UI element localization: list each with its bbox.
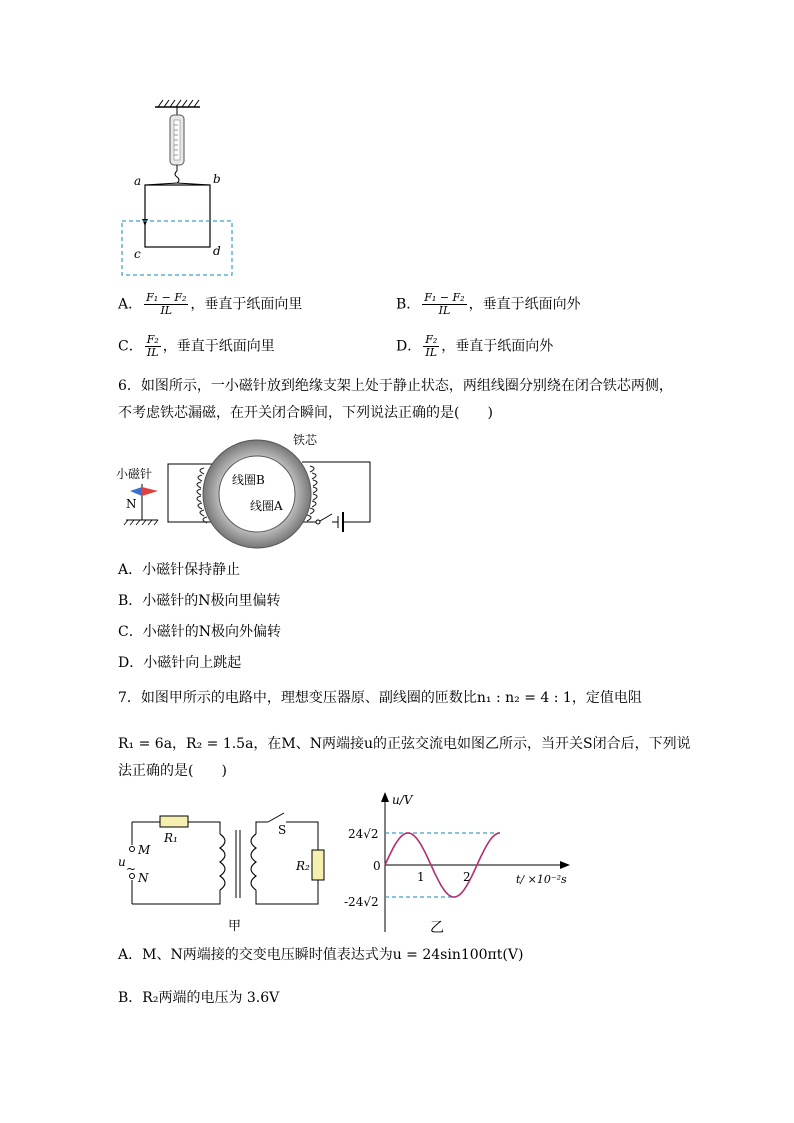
- q5-option-b[interactable]: B． $\frac{\text{F₁ − F₂}}{IL}$ ，垂直于纸面向外: [396, 291, 581, 317]
- q5-option-d[interactable]: D． $\frac{\text{F₂}}{IL}$ ，垂直于纸面向外: [396, 333, 554, 359]
- q5-option-c[interactable]: C． $\frac{\text{F₂}}{IL}$ ，垂直于纸面向里: [118, 333, 275, 359]
- x-tick-1: 1: [417, 870, 425, 884]
- label-r1: R₁: [164, 831, 178, 845]
- q6-figure: [112, 428, 382, 550]
- q6-option-a[interactable]: A．小磁针保持静止: [118, 562, 241, 578]
- label-c: c: [134, 247, 141, 261]
- label-n-terminal: N: [138, 871, 149, 885]
- y-tick-zero: 0: [373, 859, 381, 873]
- q7-graph: [330, 790, 580, 940]
- label-needle: 小磁针: [116, 467, 153, 481]
- q6-stem-line2: 不考虑铁芯漏磁，在开关闭合瞬间，下列说法正确的是( ): [118, 405, 493, 421]
- caption-jia: 甲: [228, 919, 242, 934]
- q6-option-b[interactable]: B．小磁针的N极向里偏转: [118, 593, 281, 609]
- label-s: S: [278, 823, 287, 837]
- caption-yi: 乙: [430, 920, 444, 936]
- q7-stem-line3: 法正确的是( ): [118, 763, 227, 779]
- q7-stem-line1: 7．如图甲所示的电路中，理想变压器原、副线圈的匝数比n₁ : n₂ = 4 : 1，定值电阻: [118, 690, 642, 706]
- label-r2: R₂: [296, 859, 310, 873]
- label-m: M: [138, 843, 151, 857]
- fraction: $\frac{\text{F₂}}{IL}$: [425, 333, 438, 359]
- y-axis-label: u/V: [392, 793, 413, 807]
- label-u: u: [118, 855, 126, 869]
- label-n: N: [126, 497, 137, 511]
- label-tilde: ~: [126, 862, 137, 876]
- label-b: b: [213, 172, 221, 186]
- q6-option-c[interactable]: C．小磁针的N极向外偏转: [118, 624, 281, 640]
- q7-stem-line2: R₁ = 6a，R₂ = 1.5a，在M、N两端接u的正弦交流电如图乙所示，当开关S闭合后，下列说: [118, 736, 691, 752]
- q7-circuit: [112, 800, 332, 940]
- q5-option-a[interactable]: A． $\frac{\text{F₁ − F₂}}{IL}$ ，垂直于纸面向里: [118, 291, 303, 317]
- label-coil-b: 线圈B: [232, 473, 265, 487]
- y-tick-bottom: -24√2: [344, 895, 379, 909]
- q5-figure: [110, 95, 250, 285]
- label-coil-a: 线圈A: [250, 499, 283, 513]
- x-axis-label: t/ ×10⁻²s: [516, 873, 567, 886]
- label-a: a: [134, 174, 142, 188]
- x-tick-2: 2: [463, 870, 471, 884]
- q6-option-d[interactable]: D．小磁针向上跳起: [118, 655, 242, 671]
- resistor-r1: [160, 816, 188, 827]
- label-core: 铁芯: [293, 433, 318, 447]
- fraction: $\frac{\text{F₂}}{IL}$: [146, 333, 159, 359]
- y-tick-top: 24√2: [348, 827, 379, 841]
- label-d: d: [213, 244, 221, 258]
- q7-option-b[interactable]: B．R₂两端的电压为 3.6V: [118, 990, 280, 1006]
- q6-stem-line1: 6．如图所示，一小磁针放到绝缘支架上处于静止状态，两组线圈分别绕在闭合铁芯两侧，: [118, 378, 673, 394]
- fraction: $\frac{\text{F₁ − F₂}}{IL}$: [146, 291, 187, 317]
- resistor-r2: [312, 850, 324, 880]
- fraction: $\frac{\text{F₁ − F₂}}{IL}$: [424, 291, 465, 317]
- q7-option-a[interactable]: A．M、N两端接的交变电压瞬时值表达式为u = 24sin100πt(V): [118, 947, 524, 963]
